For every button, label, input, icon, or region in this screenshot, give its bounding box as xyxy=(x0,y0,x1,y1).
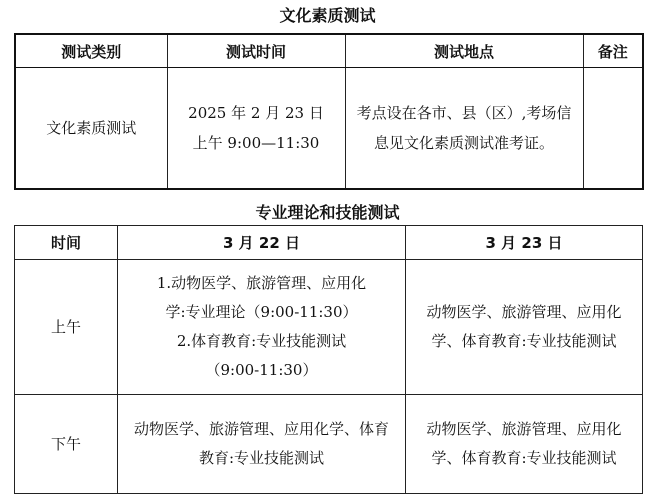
table-header-row xyxy=(15,226,643,260)
table-row xyxy=(15,395,643,494)
cell-morning-day23: 动物医学、旅游管理、应用化学、体育教育:专业技能测试 xyxy=(406,260,643,395)
skills-test-table xyxy=(14,225,643,494)
morning-day22-line: 2.体育教育:专业技能测试 xyxy=(176,332,347,350)
cell-category: 文化素质测试 xyxy=(15,68,167,190)
header-time: 测试时间 xyxy=(167,34,345,68)
cell-afternoon-day23: 动物医学、旅游管理、应用化学、体育教育:专业技能测试 xyxy=(406,395,643,494)
cell-time xyxy=(167,68,345,190)
header-location: 测试地点 xyxy=(345,34,583,68)
table-row xyxy=(15,68,643,190)
header-day22: 3 月 22 日 xyxy=(118,226,406,260)
cell-location: 考点设在各市、县（区）,考场信息见文化素质测试准考证。 xyxy=(345,68,583,190)
table-row xyxy=(15,260,643,395)
cell-afternoon-day22: 动物医学、旅游管理、应用化学、体育教育:专业技能测试 xyxy=(118,395,406,494)
header-remark: 备注 xyxy=(583,34,643,68)
time-range: 上午 9:00—11:30 xyxy=(192,134,320,152)
morning-day22-line: 1.动物医学、旅游管理、应用化 xyxy=(156,274,367,292)
cell-period-morning: 上午 xyxy=(15,260,118,395)
cell-period-afternoon: 下午 xyxy=(15,395,118,494)
morning-day22-line: （9:00-11:30） xyxy=(205,361,318,379)
cell-remark xyxy=(583,68,643,190)
cell-morning-day22 xyxy=(118,260,406,395)
morning-day22-line: 学:专业理论（9:00-11:30） xyxy=(165,303,358,321)
header-day23: 3 月 23 日 xyxy=(406,226,643,260)
header-category: 测试类别 xyxy=(15,34,167,68)
section1-title: 文化素质测试 xyxy=(279,6,376,25)
header-period: 时间 xyxy=(15,226,118,260)
section2-title: 专业理论和技能测试 xyxy=(255,203,400,222)
table-header-row xyxy=(15,34,643,68)
time-date: 2025 年 2 月 23 日 xyxy=(188,104,324,122)
culture-test-table xyxy=(14,33,644,190)
